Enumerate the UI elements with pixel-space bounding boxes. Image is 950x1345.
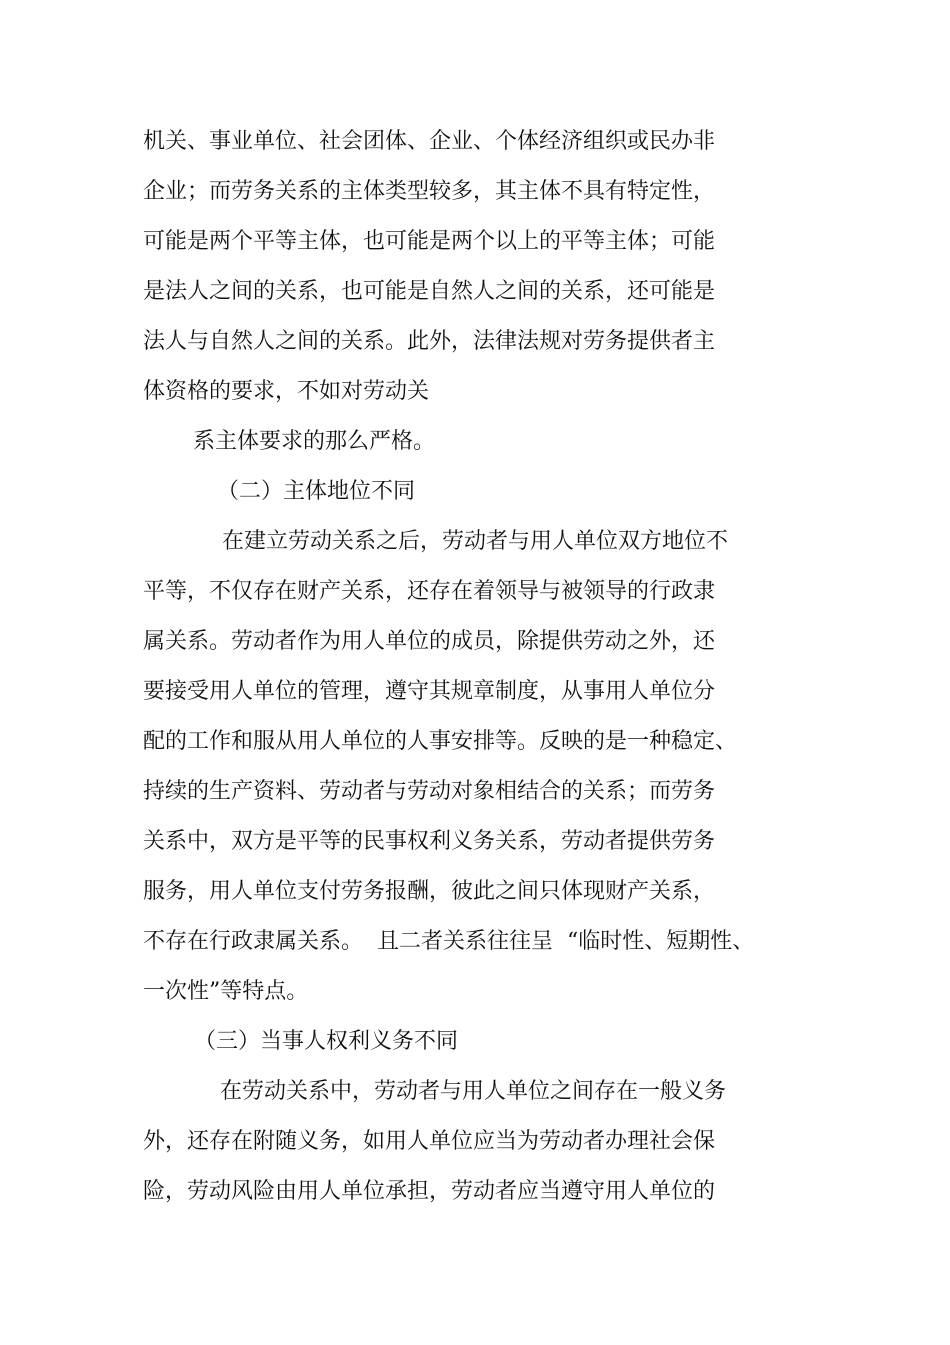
paragraph-line: 不存在行政隶属关系。 且二者关系往往呈 “临时性、短期性、 (143, 929, 755, 954)
paragraph-line: 体资格的要求，不如对劳动关 (143, 379, 430, 404)
paragraph-line: 险，劳动风险由用人单位承担，劳动者应当遵守用人单位的 (143, 1179, 716, 1204)
paragraph-line: 企业；而劳务关系的主体类型较多，其主体不具有特定性， (143, 179, 716, 204)
paragraph-line: 要接受用人单位的管理，遵守其规章制度，从事用人单位分 (143, 679, 716, 704)
paragraph-line: 配的工作和服从用人单位的人事安排等。反映的是一种稳定、 (143, 729, 738, 754)
paragraph-line: 持续的生产资料、劳动者与劳动对象相结合的关系；而劳务 (143, 779, 716, 804)
section-heading: （三）当事人权利义务不同 (194, 1029, 459, 1054)
paragraph-line: 外，还存在附随义务，如用人单位应当为劳动者办理社会保 (143, 1129, 716, 1154)
paragraph-line: 机关、事业单位、社会团体、企业、个体经济组织或民办非 (143, 129, 716, 154)
paragraph-line: 服务，用人单位支付劳务报酬，彼此之间只体现财产关系， (143, 879, 716, 904)
paragraph-line: 可能是两个平等主体，也可能是两个以上的平等主体；可能 (143, 229, 716, 254)
paragraph-line: 平等，不仅存在财产关系，还存在着领导与被领导的行政隶 (143, 579, 716, 604)
paragraph-line: 在劳动关系中，劳动者与用人单位之间存在一般义务 (220, 1079, 727, 1104)
paragraph-line: 法人与自然人之间的关系。此外，法律法规对劳务提供者主 (143, 329, 716, 354)
paragraph-line: 系主体要求的那么严格。 (193, 429, 436, 454)
paragraph-line: 是法人之间的关系，也可能是自然人之间的关系，还可能是 (143, 279, 716, 304)
paragraph-line: 关系中，双方是平等的民事权利义务关系，劳动者提供劳务 (143, 829, 716, 854)
paragraph-line: 一次性”等特点。 (143, 979, 309, 1004)
section-heading: （二）主体地位不同 (217, 479, 416, 504)
paragraph-line: 属关系。劳动者作为用人单位的成员，除提供劳动之外，还 (143, 629, 716, 654)
paragraph-line: 在建立劳动关系之后，劳动者与用人单位双方地位不 (222, 529, 729, 554)
